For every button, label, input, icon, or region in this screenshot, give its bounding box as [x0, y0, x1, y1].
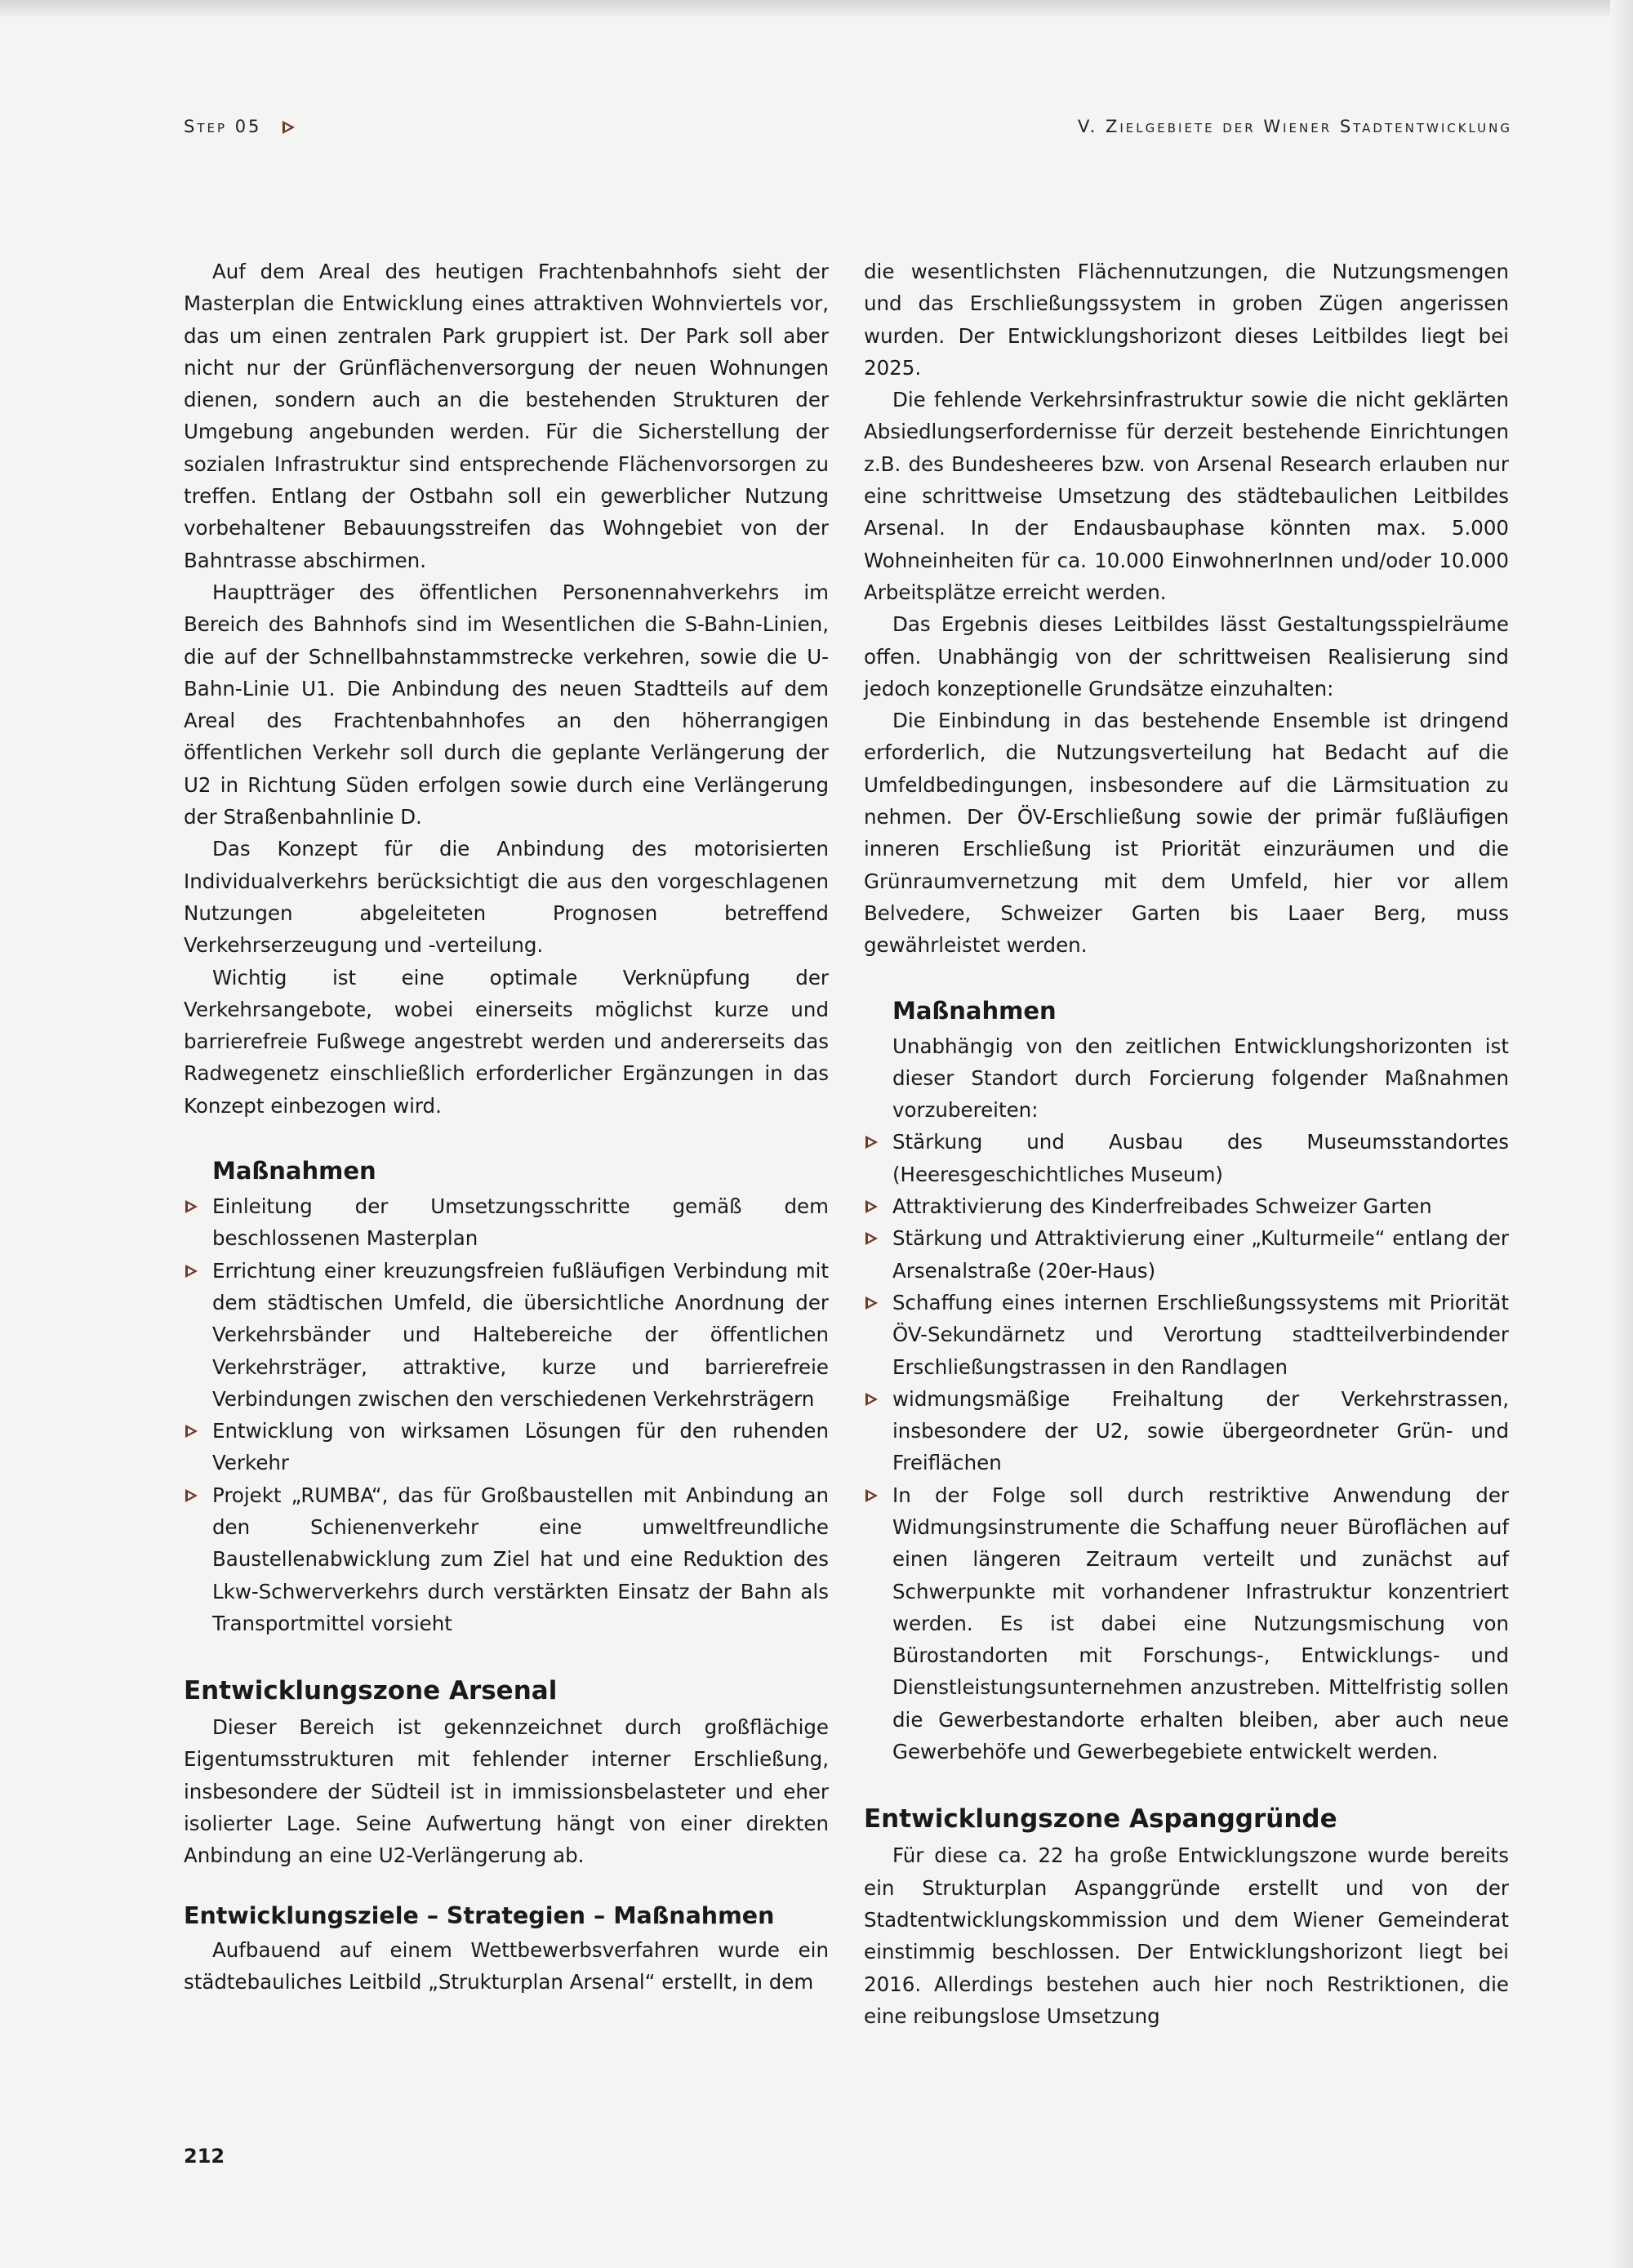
paragraph: Die fehlende Verkehrsinfrastruktur sowie die nicht geklärten Absiedlungserfordernisse für derzeit bestehende Einrichtungen z.B. des Bundesheeres bzw. von Arsenal Research erlauben nur eine schrittweise Umsetzung des städtebaulichen Leitbildes Arsenal. In der Endausbauphase könnten max. 5.000 Wohneinheiten für ca. 10.000 EinwohnerInnen und/oder 10.000 Arbeitsplätze erreicht werden.	[864, 388, 1509, 604]
section-heading-arsenal: Entwicklungszone Arsenal	[184, 1676, 558, 1706]
running-head-right: V. Zielgebiete der Wiener Stadtentwicklung	[1077, 117, 1512, 136]
list-item	[864, 1479, 1509, 1768]
section-heading-aspang: Entwicklungszone Aspanggründe	[864, 1804, 1337, 1834]
running-head-left	[184, 117, 295, 136]
list-item-text: Attraktivierung des Kinderfreibades Schweizer Garten	[892, 1194, 1432, 1219]
section-heading-ziele: Entwicklungsziele – Strategien – Maßnahmen	[184, 1901, 775, 1929]
list-item-text: In der Folge soll durch restriktive Anwendung der Widmungsinstrumente die Schaffung neuer Büroflächen auf einen längeren Zeitraum verteilt und zunächst auf Schwerpunkte mit vorhandener Infrastruktur konzentriert werden. Es ist dabei eine Nutzungsmischung von Bürostandorten mit Forschungs-, Entwicklungs- und Dienstleistungsunternehmen anzustreben. Mittelfristig sollen die Gewerbestandorte erhalten bleiben, aber auch neue Gewerbehöfe und Gewerbegebiete entwickelt werden.	[892, 1483, 1509, 1764]
list-item	[864, 1222, 1509, 1287]
list-item	[184, 1190, 829, 1255]
list-item	[864, 1126, 1509, 1190]
bullet-arrow-icon	[865, 1200, 878, 1213]
list-item-text: Projekt „RUMBA“, das für Großbaustellen mit Anbindung an den Schienenverkehr eine umweltfreundliche Baustellenabwicklung zum Ziel hat und eine Reduktion des Lkw-Schwerverkehrs durch verstärkten Einsatz der Bahn als Transportmittel vorsieht	[212, 1483, 829, 1635]
bullet-arrow-icon	[865, 1489, 878, 1502]
bullet-arrow-icon	[865, 1232, 878, 1245]
bullet-arrow-icon	[865, 1136, 878, 1149]
bullet-arrow-icon	[185, 1425, 198, 1438]
section-heading-massnahmen: Maßnahmen	[212, 1157, 376, 1185]
list-item	[864, 1190, 1509, 1222]
bullet-list	[864, 1126, 1509, 1768]
bullet-arrow-icon	[865, 1296, 878, 1310]
list-item-text: Schaffung eines internen Erschließungssystems mit Priorität ÖV-Sekundärnetz und Verortung stadtteilverbindender Erschließungstrassen in den Randlagen	[892, 1290, 1509, 1379]
running-head-step: Step 05	[184, 117, 262, 136]
list-item	[184, 1415, 829, 1479]
paragraph: Wichtig ist eine optimale Verknüpfung der Verkehrsangebote, wobei einerseits möglichst kurze und barrierefreie Fußwege angestrebt werden und andererseits das Radwegenetz einschließlich erforderlicher Ergänzungen in das Konzept einbezogen wird.	[184, 965, 829, 1118]
bullet-arrow-icon	[865, 1393, 878, 1406]
list-item	[864, 1287, 1509, 1383]
page-number: 212	[184, 2145, 225, 2168]
paragraph: Auf dem Areal des heutigen Frachtenbahnhofs sieht der Masterplan die Entwicklung eines attraktiven Wohnviertels vor, das um einen zentralen Park gruppiert ist. Der Park soll aber nicht nur der Grünflächenversorgung der neuen Wohnungen dienen, sondern auch an die bestehenden Strukturen der Umgebung angebunden werden. Für die Sicherstellung der sozialen Infrastruktur sind entsprechende Flächenvorsorgen zu treffen. Entlang der Ostbahn soll ein gewerblicher Nutzung vorbehaltener Bebauungsstreifen das Wohngebiet von der Bahntrasse abschirmen.	[184, 260, 829, 572]
bullet-list	[184, 1190, 829, 1639]
bullet-arrow-icon	[185, 1489, 198, 1502]
arrow-icon	[283, 121, 295, 134]
section-heading-massnahmen: Maßnahmen	[892, 996, 1057, 1025]
paragraph: Für diese ca. 22 ha große Entwicklungszone wurde bereits ein Strukturplan Aspanggründe erstellt und von der Stadtentwicklungskommission und dem Wiener Gemeinderat einstimmig beschlossen. Der Entwicklungshorizont liegt bei 2016. Allerdings bestehen auch hier noch Restriktionen, die eine reibungslose Umsetzung	[864, 1843, 1509, 2028]
list-item-text: Errichtung einer kreuzungsfreien fußläufigen Verbindung mit dem städtischen Umfeld, die übersichtliche Anordnung der Verkehrsbänder und Haltebereiche der öffentlichen Verkehrsträger, attraktive, kurze und barrierefreie Verbindungen zwischen den verschiedenen Verkehrsträgern	[212, 1258, 829, 1411]
list-item-text: Entwicklung von wirksamen Lösungen für den ruhenden Verkehr	[212, 1419, 829, 1475]
list-item-text: Einleitung der Umsetzungsschritte gemäß dem beschlossenen Masterplan	[212, 1194, 829, 1251]
left-column	[184, 256, 829, 1998]
paragraph: Unabhängig von den zeitlichen Entwicklungshorizonten ist dieser Standort durch Forcierung folgender Maßnahmen vorzubereiten:	[892, 1034, 1509, 1123]
bullet-arrow-icon	[185, 1265, 198, 1278]
list-item-text: widmungsmäßige Freihaltung der Verkehrstrassen, insbesondere der U2, sowie übergeordneter Grün- und Freiflächen	[892, 1386, 1509, 1475]
paragraph: Dieser Bereich ist gekennzeichnet durch großflächige Eigentumsstrukturen mit fehlender interner Erschließung, insbesondere der Südteil ist in immissionsbelasteter und eher isolierter Lage. Seine Aufwertung hängt von einer direkten Anbindung an eine U2-Verlängerung ab.	[184, 1715, 829, 1868]
list-item-text: Stärkung und Attraktivierung einer „Kulturmeile“ entlang der Arsenalstraße (20er-Haus)	[892, 1226, 1509, 1283]
scan-top-edge	[0, 0, 1633, 16]
list-item	[184, 1255, 829, 1415]
right-column	[864, 256, 1509, 2032]
paragraph: Das Ergebnis dieses Leitbildes lässt Gestaltungsspielräume offen. Unabhängig von der schrittweisen Realisierung sind jedoch konzeptionelle Grundsätze einzuhalten:	[864, 612, 1509, 700]
list-item	[864, 1383, 1509, 1479]
paragraph: Das Konzept für die Anbindung des motorisierten Individualverkehrs berücksichtigt die aus den vorgeschlagenen Nutzungen abgeleiteten Prognosen betreffend Verkehrserzeugung und -verteilung.	[184, 837, 829, 958]
list-item	[184, 1479, 829, 1639]
bullet-arrow-icon	[185, 1200, 198, 1213]
paragraph: die wesentlichsten Flächennutzungen, die Nutzungsmengen und das Erschließungssystem in groben Zügen angerissen wurden. Der Entwicklungshorizont dieses Leitbildes liegt bei 2025.	[864, 260, 1509, 380]
list-item-text: Stärkung und Ausbau des Museumsstandortes (Heeresgeschichtliches Museum)	[892, 1130, 1509, 1186]
paragraph: Aufbauend auf einem Wettbewerbsverfahren wurde ein städtebauliches Leitbild „Strukturplan Arsenal“ erstellt, in dem	[184, 1937, 829, 1994]
scan-right-edge	[1610, 0, 1633, 2268]
paragraph: Hauptträger des öffentlichen Personennahverkehrs im Bereich des Bahnhofs sind im Wesentlichen die S-Bahn-Linien, die auf der Schnellbahnstammstrecke verkehren, sowie die U-Bahn-Linie U1. Die Anbindung des neuen Stadtteils auf dem Areal des Frachtenbahnhofes an den höherrangigen öffentlichen Verkehr soll durch die geplante Verlängerung der U2 in Richtung Süden erfolgen sowie durch eine Verlängerung der Straßenbahnlinie D.	[184, 580, 829, 829]
paragraph: Die Einbindung in das bestehende Ensemble ist dringend erforderlich, die Nutzungsverteilung hat Bedacht auf die Umfeldbedingungen, insbesondere auf die Lärmsituation zu nehmen. Der ÖV-Erschließung sowie der primär fußläufigen inneren Erschließung ist Priorität einzuräumen und die Grünraumvernetzung mit dem Umfeld, hier vor allem Belvedere, Schweizer Garten bis Laaer Berg, muss gewährleistet werden.	[864, 709, 1509, 958]
